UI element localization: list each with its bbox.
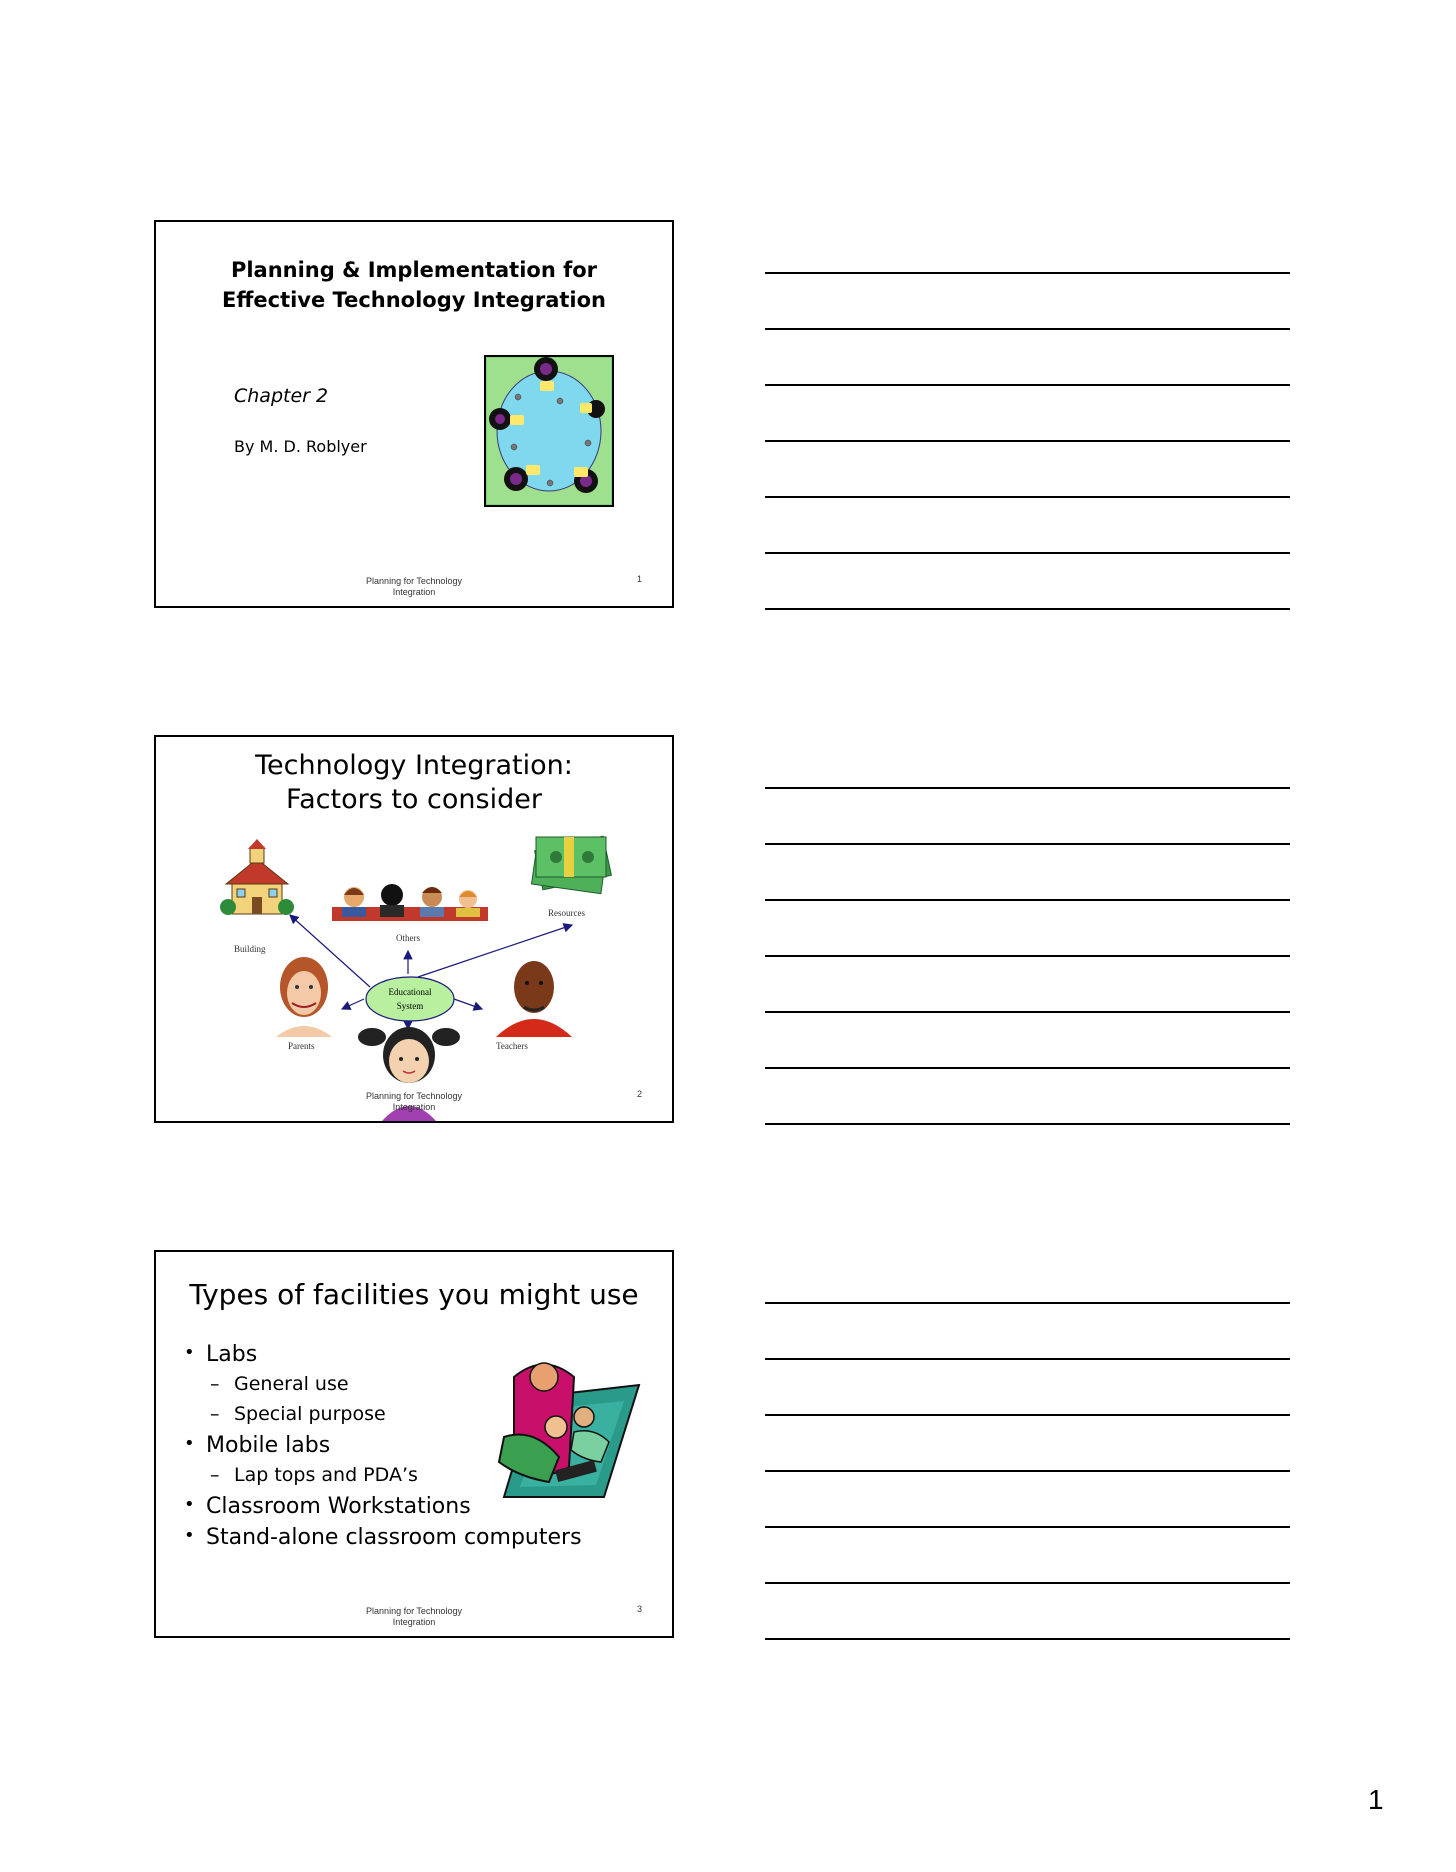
note-line: [765, 787, 1290, 789]
label-building: Building: [234, 944, 266, 954]
label-teachers: Teachers: [496, 1041, 528, 1051]
note-line: [765, 1470, 1290, 1472]
page-number: 1: [1368, 1784, 1384, 1815]
slide-2-number: 2: [636, 1089, 642, 1099]
arrow-parents: [342, 999, 364, 1009]
note-line: [765, 843, 1290, 845]
parent-icon: [276, 957, 332, 1037]
slide-1-chapter: Chapter 2: [234, 385, 329, 407]
note-line: [765, 1302, 1290, 1304]
note-line: [765, 328, 1290, 330]
note-line: [765, 1414, 1290, 1416]
slide-1-author: By M. D. Roblyer: [234, 437, 367, 456]
arrow-teachers: [454, 999, 482, 1009]
label-others: Others: [396, 933, 420, 943]
computer-users-clipart: [474, 1357, 644, 1502]
bullet-mobile-labs: • Mobile labs: [184, 1433, 582, 1464]
note-line: [765, 608, 1290, 610]
slide-1-number: 1: [636, 574, 642, 584]
label-resources: Resources: [548, 908, 585, 918]
note-line: [765, 272, 1290, 274]
note-line: [765, 1011, 1290, 1013]
slide-2: [154, 735, 674, 1123]
note-line: [765, 1358, 1290, 1360]
people-row-icon: [332, 884, 488, 921]
slide-1: [154, 220, 674, 608]
note-line: [765, 1067, 1290, 1069]
slide-3-title: Types of facilities you might use: [189, 1278, 639, 1311]
note-line: [765, 384, 1290, 386]
meeting-table-clipart: [484, 355, 614, 507]
note-line: [765, 440, 1290, 442]
slide-2-footer: Planning for Technology Integration: [366, 1091, 462, 1112]
bullet-classroom-workstations: • Classroom Workstations: [184, 1494, 582, 1525]
arrow-resources: [418, 925, 572, 977]
note-line: [765, 1526, 1290, 1528]
label-parents: Parents: [288, 1041, 315, 1051]
money-stack-icon: [532, 836, 612, 894]
factors-diagram: [156, 737, 672, 1121]
note-line: [765, 496, 1290, 498]
slide-3-footer: Planning for Technology Integration: [366, 1606, 462, 1627]
teacher-icon: [496, 961, 572, 1037]
bullet-labs: • Labs: [184, 1342, 582, 1373]
slide-1-title: Planning & Implementation for Effective Technology Integration: [222, 258, 606, 312]
sub-bullet-special-purpose: – Special purpose: [184, 1403, 582, 1433]
note-line: [765, 1123, 1290, 1125]
sub-bullet-general-use: – General use: [184, 1373, 582, 1403]
slide-3: [154, 1250, 674, 1638]
note-line: [765, 552, 1290, 554]
slide-3-number: 3: [636, 1604, 642, 1614]
schoolhouse-icon: [220, 839, 294, 915]
note-line: [765, 1638, 1290, 1640]
slide-1-footer: Planning for Technology Integration: [366, 576, 462, 597]
sub-bullet-laptops-pdas: – Lap tops and PDA’s: [184, 1464, 582, 1494]
note-line: [765, 1582, 1290, 1584]
bullet-stand-alone-computers: • Stand-alone classroom computers: [184, 1525, 582, 1556]
slide-2-title: Technology Integration: Factors to consider: [255, 750, 573, 815]
note-line: [765, 899, 1290, 901]
note-line: [765, 955, 1290, 957]
educational-system-label: Educational System: [388, 987, 432, 1011]
